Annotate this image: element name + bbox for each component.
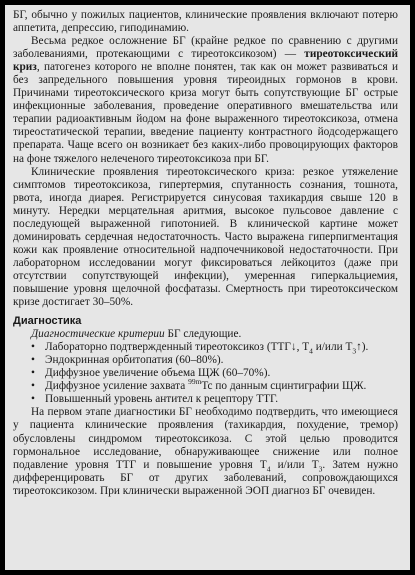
document-body [13,9,398,498]
criteria-item-text: Лабораторно подтвержденный тиреотоксикоз (ТТГ↓, Т [45,341,310,354]
section-heading-diagnostics: Диагностика [13,315,82,328]
criteria-list [13,341,398,406]
paragraph-2-text-a: Весьма редкое осложнение БГ (крайне редкое по сравнению с другими заболеваниями, протекающими с тиреотоксикозом) — [13,35,398,61]
subscript: 4 [266,463,271,473]
criteria-intro-rest: БГ следующие. [164,328,242,341]
criteria-item-text: и/или Т [312,341,353,354]
subscript: 3 [352,346,357,356]
paragraph-4-text-a: На первом этапе диагностики БГ необходимо подтвердить, что имеющиеся у пациента клинические проявления (тахикардия, похудение, тремор) обусловлены синдромом тиреотоксикоза. С этой целью проводится гормональное исследование, обнаруживающее снижение или полное подавление уровня ТТГ и повышение уровня Т [13,406,398,471]
criteria-item-text: Tc по данным сцинтиграфии ЩЖ. [201,380,367,393]
criteria-intro-italic: Диагностические критерии [31,328,165,341]
criteria-item [31,377,398,393]
paragraph-1: БГ, обычно у пожилых пациентов, клинические проявления включают потерю аппетита, депрессию, гиподинамию. [13,9,398,35]
criteria-item-text: Диффузное усиление захвата [45,380,189,393]
paragraph-4-text-b: и/или Т [270,458,319,471]
page [5,5,410,570]
criteria-item: • Эндокринная орбитопатия (60–80%). [31,354,398,367]
paragraph-4 [13,406,398,497]
paragraph-2 [13,35,398,165]
criteria-intro [13,328,398,341]
criteria-item-text: ↑). [356,341,369,354]
superscript: 99m [188,377,202,387]
paragraph-3: Клинические проявления тиреотоксического криза: резкое утяжеление симптомов тиреотоксикоза, гипертермия, спутанность сознания, тошнота, рвота, иногда диарея. Регистрируется синусовая тахикардия свыше 120 в минуту. Нередки мерцательная аритмия, высокое пульсовое давление с последующей выраженной гипотонией. В клинической картине может доминировать сердечная недостаточность. Часто выражена гиперпигментация кожи как проявление относительной надпочечниковой недостаточности. При лабораторном исследовании могут фиксироваться лейкоцитоз (даже при отсутствии сопутствующей инфекции), умеренная гиперкальциемия, повышение уровня щелочной фосфатазы. Смертность при тиреотоксическом кризе достигает 30–50%. [13,165,398,309]
subscript: 4 [309,346,313,356]
paragraph-4-text-c: . Затем нужно дифференцировать БГ от других заболеваний, сопровождающихся тиреотоксикозом. При клинически выраженной ЭОП диагноз БГ очевиден. [13,458,399,497]
criteria-item: • Диффузное увеличение объема ЩЖ (60–70%). [31,367,398,380]
subscript: 3 [318,463,323,473]
term-thyrotoxic-crisis: тиреотоксический криз [13,48,398,74]
paragraph-2-text-b: , патогенез которого не вполне понятен, так как он может развиваться и без запредельного повышения уровня тиреоидных гормонов в крови. Причинами тиреотоксического криза могут быть сопутствующие БГ острые инфекционные заболевания, проведение оперативного вмешательства или терапии радиоактивным йодом на фоне выраженного тиреотоксикоза, отмена тиреостатической терапии, введение пациенту контрастного йодсодержащего препарата. Чаще всего он возникает без каких-либо провоцирующих факторов на фоне тяжелого нелеченого тиреотоксикоза при БГ. [13,61,398,165]
criteria-item [31,341,398,354]
criteria-item: • Повышенный уровень антител к рецептору ТТГ. [31,393,398,406]
